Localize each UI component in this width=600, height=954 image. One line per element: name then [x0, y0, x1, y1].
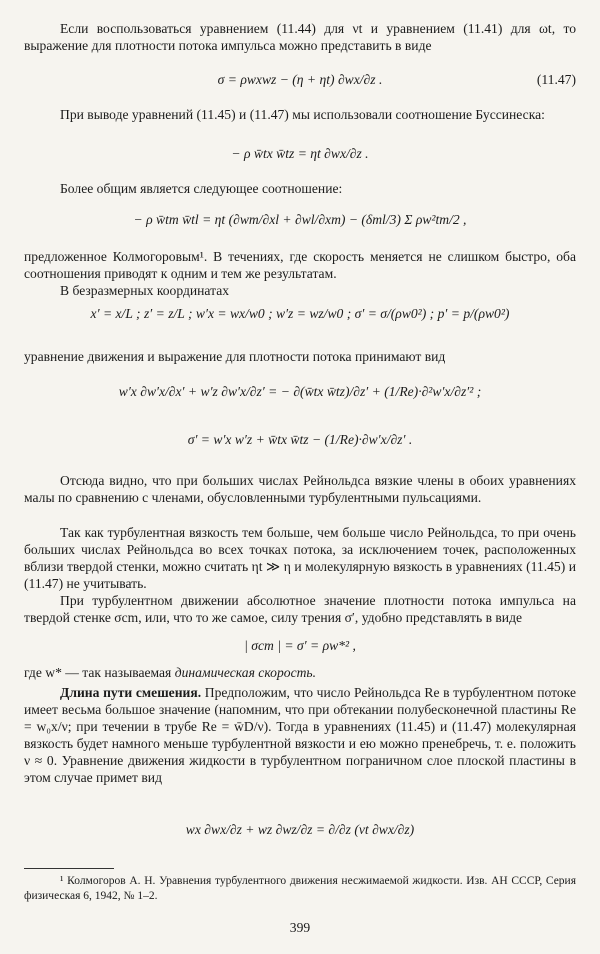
paragraph-11	[24, 684, 576, 786]
paragraph-8: Так как турбулентная вязкость тем больше, чем больше число Рейнольдса, то при очень больших числах Рейнольдса во всех точках потока, за исключением точек, расположенных вблизи твердой стенки, можно считать ηt ≫ η и молекулярную вязкость в уравнениях (11.45) и (11.47) не учитывать.	[24, 525, 576, 591]
paragraph-10	[24, 664, 576, 681]
paragraph-2: При выводе уравнений (11.45) и (11.47) мы использовали соотношение Буссинеска:	[60, 107, 545, 122]
paragraph-10-text: где w* — так называемая	[24, 665, 175, 680]
equation-flux: σ′ = w′x w′z + w̄tx w̄tz − (1/Re)·∂w′x/∂z′ .	[187, 432, 413, 447]
section-heading-mixing-length: Длина пути смешения.	[60, 685, 202, 700]
paragraph-7: Отсюда видно, что при больших числах Рейнольдса вязкие члены в обоих уравнениях малы по сравнению с членами, обусловленными турбулентными пульсациями.	[24, 473, 576, 505]
dynamic-velocity-term: динамическая скорость.	[174, 665, 317, 680]
footnote-rule	[24, 868, 114, 869]
equation-kolmogorov: − ρ w̄tm w̄tl = ηt (∂wm/∂xl + ∂wl/∂xm) − (δml/3) Σ ρw²tm/2 ,	[133, 212, 467, 227]
equation-boundary-layer: wx ∂wx/∂z + wz ∂wz/∂z = ∂/∂z (νt ∂wx/∂z)	[185, 822, 415, 837]
page-number: 399	[289, 920, 311, 935]
paragraph-5: В безразмерных координатах	[60, 283, 230, 298]
equation-dimensionless-coords: x′ = x/L ; z′ = z/L ; w′x = wx/w0 ; w′z = wz/w0 ; σ′ = σ/(ρw0²) ; p′ = p/(ρw0²)	[90, 306, 510, 321]
equation-boussinesq: − ρ w̄tx w̄tz = ηt ∂wx/∂z .	[231, 146, 369, 161]
equation-motion: w′x ∂w′x/∂x′ + w′z ∂w′x/∂z′ = − ∂(w̄tx w̄tz)/∂z′ + (1/Re)·∂²w′x/∂z′² ;	[118, 384, 482, 399]
paragraph-6: уравнение движения и выражение для плотности потока принимают вид	[24, 349, 446, 364]
paragraph-3: Более общим является следующее соотношение:	[60, 181, 343, 196]
equation-wall-stress: | σcm | = σ′ = ρw*² ,	[244, 638, 356, 653]
footnote: ¹ Колмогоров А. Н. Уравнения турбулентного движения несжимаемой жидкости. Изв. АН СССР, Серия физическая 6, 1942, № 1–2.	[24, 875, 576, 902]
paragraph-4: предложенное Колмогоровым¹. В течениях, где скорость меняется не слишком быстро, оба соотношения приводят к одним и тем же результатам.	[24, 249, 576, 281]
paragraph-11-text: Предположим, что число Рейнольдса Re в турбулентном потоке имеет весьма большое значение (напомним, что при обтекании полубесконечной пластины Re = w₀x/ν; при течении в трубе Re = w̄D/ν). Тогда в уравнениях (11.45) и (11.47) молекулярная вязкость будет намного меньше турбулентной вязкости и ею можно пренебречь, т. е. положить ν ≈ 0. Уравнение движения жидкости в турбулентном пограничном слое плоской пластины в этом случае примет вид	[24, 685, 576, 785]
equation-11-47: σ = ρwxwz − (η + ηt) ∂wx/∂z .	[217, 72, 383, 87]
equation-number-11-47: (11.47)	[536, 72, 576, 87]
paragraph-9: При турбулентном движении абсолютное значение плотности потока импульса на твердой стенке σcm, или, что то же самое, силу трения σ′, удобно представлять в виде	[24, 593, 576, 625]
paragraph-1: Если воспользоваться уравнением (11.44) для νt и уравнением (11.41) для ωt, то выражение для плотности потока импульса можно представить в виде	[24, 21, 576, 53]
